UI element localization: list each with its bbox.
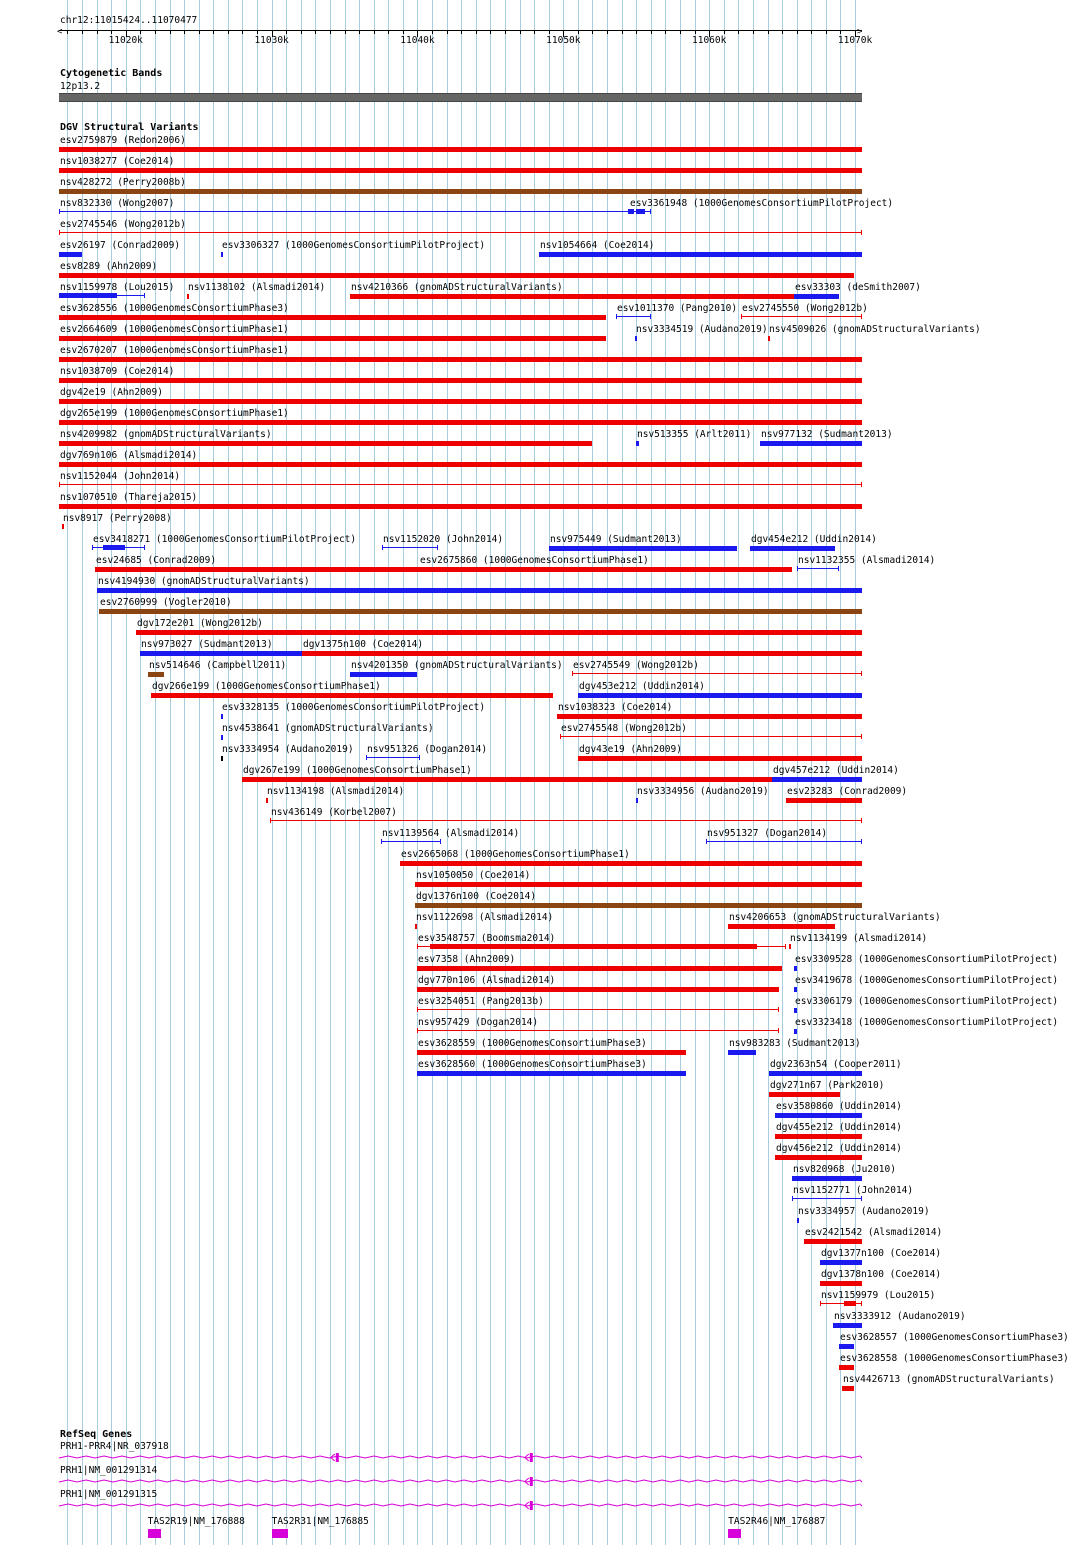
variant-feature[interactable]	[151, 693, 553, 698]
variant-line	[367, 757, 419, 758]
gene-feature[interactable]	[728, 1529, 741, 1538]
cytoband-label: 12p13.2	[60, 81, 101, 92]
variant-label: nsv513355 (Arlt2011)	[637, 429, 752, 440]
variant-feature[interactable]	[417, 944, 786, 949]
variant-feature[interactable]	[221, 756, 223, 761]
variant-block	[630, 209, 634, 214]
variant-label: dgv453e212 (Uddin2014)	[579, 681, 705, 692]
variant-label: dgv1377n100 (Coe2014)	[821, 1248, 942, 1259]
variant-feature[interactable]	[578, 756, 862, 761]
ruler-tick-label: 11060k	[692, 35, 727, 46]
variant-feature[interactable]	[59, 482, 862, 487]
refseq-track-title: RefSeq Genes	[60, 1429, 133, 1440]
intron-line	[59, 1504, 862, 1506]
variant-feature[interactable]	[97, 588, 862, 593]
variant-label: dgv454e212 (Uddin2014)	[751, 534, 877, 545]
variant-feature[interactable]	[741, 314, 862, 319]
variant-feature[interactable]	[417, 1007, 779, 1012]
dgv-track-title: DGV Structural Variants	[60, 122, 199, 133]
variant-label: nsv1152771 (John2014)	[793, 1185, 914, 1196]
variant-feature[interactable]	[417, 1050, 686, 1055]
variant-label: esv3418271 (1000GenomesConsortiumPilotProject)	[93, 534, 357, 545]
variant-feature[interactable]	[59, 378, 862, 383]
variant-feature[interactable]	[140, 651, 302, 656]
variant-feature[interactable]	[769, 1092, 840, 1097]
variant-feature[interactable]	[417, 1071, 686, 1076]
variant-feature[interactable]	[270, 818, 862, 823]
variant-label: nsv428272 (Perry2008b)	[60, 177, 186, 188]
variant-label: esv3580860 (Uddin2014)	[776, 1101, 902, 1112]
variant-feature[interactable]	[768, 336, 770, 341]
variant-label: nsv3334957 (Audano2019)	[798, 1206, 930, 1217]
variant-feature[interactable]	[769, 1071, 862, 1076]
variant-feature[interactable]	[820, 1301, 862, 1306]
variant-feature[interactable]	[417, 1028, 779, 1033]
variant-feature[interactable]	[792, 1196, 862, 1201]
variant-label: dgv455e212 (Uddin2014)	[776, 1122, 902, 1133]
variant-label: nsv957429 (Dogan2014)	[418, 1017, 539, 1028]
variant-label: esv23283 (Conrad2009)	[787, 786, 908, 797]
variant-feature[interactable]	[59, 147, 862, 152]
variant-line	[561, 736, 861, 737]
variant-label: nsv3334519 (Audano2019)	[636, 324, 768, 335]
variant-feature[interactable]	[636, 798, 638, 803]
variant-label: nsv4538641 (gnomADStructuralVariants)	[222, 723, 434, 734]
variant-feature[interactable]	[59, 336, 606, 341]
variant-line	[798, 568, 838, 569]
variant-feature[interactable]	[789, 944, 791, 949]
variant-feature[interactable]	[794, 1008, 797, 1013]
variant-line	[793, 1198, 861, 1199]
variant-label: dgv42e19 (Ahn2009)	[60, 387, 163, 398]
variant-block	[60, 293, 117, 298]
variant-label: esv3628560 (1000GenomesConsortiumPhase3)	[418, 1059, 647, 1070]
variant-label: esv2760999 (Vogler2010)	[100, 597, 232, 608]
variant-block	[636, 209, 645, 214]
variant-label: nsv4210366 (gnomADStructuralVariants)	[351, 282, 563, 293]
variant-label: esv3254051 (Pang2013b)	[418, 996, 544, 1007]
exon	[336, 1453, 339, 1462]
variant-feature[interactable]	[221, 735, 223, 740]
variant-label: esv2745549 (Wong2012b)	[573, 660, 699, 671]
ruler-tick-label: 11020k	[108, 35, 143, 46]
variant-label: esv3306179 (1000GenomesConsortiumPilotProject)	[795, 996, 1059, 1007]
variant-label: esv2745548 (Wong2012b)	[561, 723, 687, 734]
variant-feature[interactable]	[804, 1239, 862, 1244]
variant-feature[interactable]	[820, 1260, 862, 1265]
variant-feature[interactable]	[760, 441, 862, 446]
variant-label: nsv1152044 (John2014)	[60, 471, 181, 482]
ruler-tick-label: 11040k	[400, 35, 435, 46]
exon	[530, 1501, 533, 1510]
variant-feature[interactable]	[59, 357, 862, 362]
variant-label: esv3361948 (1000GenomesConsortiumPilotProject)	[630, 198, 894, 209]
variant-feature[interactable]	[750, 546, 835, 551]
variant-feature[interactable]	[549, 546, 737, 551]
variant-line	[418, 1030, 778, 1031]
variant-block	[103, 545, 125, 550]
variant-label: dgv267e199 (1000GenomesConsortiumPhase1)	[243, 765, 472, 776]
variant-label: esv3628557 (1000GenomesConsortiumPhase3)	[840, 1332, 1069, 1343]
variant-label: esv2664609 (1000GenomesConsortiumPhase1)	[60, 324, 289, 335]
variant-label: esv2745550 (Wong2012b)	[742, 303, 868, 314]
variant-line	[742, 316, 861, 317]
variant-label: nsv8917 (Perry2008)	[63, 513, 172, 524]
gene-transcript[interactable]	[0, 1451, 890, 1465]
variant-feature[interactable]	[95, 567, 419, 572]
variant-line	[60, 211, 628, 212]
variant-label: nsv3333912 (Audano2019)	[834, 1311, 966, 1322]
variant-feature[interactable]	[839, 1344, 854, 1349]
gene-label: TAS2R19|NM_176888	[147, 1516, 245, 1527]
variant-feature[interactable]	[775, 1155, 862, 1160]
variant-feature[interactable]	[775, 1113, 862, 1118]
variant-label: nsv1138102 (Alsmadi2014)	[188, 282, 326, 293]
variant-label: nsv1054664 (Coe2014)	[540, 240, 655, 251]
variant-label: nsv4509026 (gnomADStructuralVariants)	[769, 324, 981, 335]
variant-label: dgv456e212 (Uddin2014)	[776, 1143, 902, 1154]
variant-feature[interactable]	[794, 966, 797, 971]
ruler-left-arrow: <	[57, 27, 63, 37]
variant-feature[interactable]	[794, 987, 797, 992]
variant-label: esv24685 (Conrad2009)	[96, 555, 217, 566]
variant-label: nsv983283 (Sudmant2013)	[729, 1038, 861, 1049]
variant-feature[interactable]	[728, 1050, 756, 1055]
variant-label: nsv820968 (Ju2010)	[793, 1164, 896, 1175]
variant-label: esv2670207 (1000GenomesConsortiumPhase1)	[60, 345, 289, 356]
variant-label: nsv1070510 (Thareja2015)	[60, 492, 198, 503]
variant-label: esv8289 (Ahn2009)	[60, 261, 158, 272]
variant-feature[interactable]	[302, 651, 862, 656]
cytoband-track-title: Cytogenetic Bands	[60, 68, 163, 79]
variant-feature[interactable]	[797, 566, 839, 571]
variant-label: esv3419678 (1000GenomesConsortiumPilotProject)	[795, 975, 1059, 986]
variant-feature[interactable]	[59, 441, 592, 446]
variant-feature[interactable]	[187, 294, 189, 299]
variant-feature[interactable]	[415, 924, 417, 929]
variant-label: nsv436149 (Korbel2007)	[271, 807, 397, 818]
variant-label: esv3628556 (1000GenomesConsortiumPhase3)	[60, 303, 289, 314]
variant-feature[interactable]	[382, 545, 438, 550]
variant-line	[271, 820, 861, 821]
gene-transcript[interactable]	[0, 1499, 890, 1513]
variant-line	[383, 547, 437, 548]
variant-label: nsv1152020 (John2014)	[383, 534, 504, 545]
variant-line	[418, 1009, 778, 1010]
variant-feature[interactable]	[59, 209, 629, 214]
variant-feature[interactable]	[221, 252, 223, 257]
variant-label: dgv1375n100 (Coe2014)	[303, 639, 424, 650]
variant-feature[interactable]	[629, 209, 651, 214]
variant-label: nsv4206653 (gnomADStructuralVariants)	[729, 912, 941, 923]
variant-feature[interactable]	[635, 336, 637, 341]
gene-label: PRH1|NM_001291314	[60, 1465, 158, 1476]
variant-label: dgv172e201 (Wong2012b)	[137, 618, 263, 629]
variant-feature[interactable]	[136, 630, 862, 635]
variant-label: nsv4426713 (gnomADStructuralVariants)	[843, 1374, 1055, 1385]
variant-label: nsv1038277 (Coe2014)	[60, 156, 175, 167]
variant-label: nsv977132 (Sudmant2013)	[761, 429, 893, 440]
variant-feature[interactable]	[417, 966, 782, 971]
variant-label: dgv271n67 (Park2010)	[770, 1080, 885, 1091]
ruler-tick-label: 11030k	[254, 35, 289, 46]
exon	[530, 1453, 533, 1462]
variant-feature[interactable]	[728, 924, 835, 929]
variant-label: nsv4201350 (gnomADStructuralVariants)	[351, 660, 563, 671]
variant-label: dgv1376n100 (Coe2014)	[416, 891, 537, 902]
variant-feature[interactable]	[415, 882, 862, 887]
variant-feature[interactable]	[59, 315, 606, 320]
variant-feature[interactable]	[59, 420, 862, 425]
variant-line	[707, 841, 861, 842]
variant-label: nsv1134198 (Alsmadi2014)	[267, 786, 405, 797]
variant-label: esv2665068 (1000GenomesConsortiumPhase1)	[401, 849, 630, 860]
variant-label: esv2675860 (1000GenomesConsortiumPhase1)	[420, 555, 649, 566]
variant-feature[interactable]	[797, 1218, 799, 1223]
variant-line	[60, 232, 861, 233]
variant-label: nsv514646 (Campbell2011)	[149, 660, 287, 671]
variant-feature[interactable]	[59, 399, 862, 404]
variant-feature[interactable]	[616, 314, 651, 319]
intron-line	[59, 1480, 862, 1482]
ruler-tick-label: 11070k	[837, 35, 873, 46]
variant-feature[interactable]	[839, 1365, 854, 1370]
variant-label: nsv3334954 (Audano2019)	[222, 744, 354, 755]
variant-label: esv3628558 (1000GenomesConsortiumPhase3)	[840, 1353, 1069, 1364]
variant-feature[interactable]	[415, 903, 862, 908]
variant-label: nsv1134199 (Alsmadi2014)	[790, 933, 928, 944]
exon	[530, 1477, 533, 1486]
variant-label: nsv1122698 (Alsmadi2014)	[416, 912, 554, 923]
variant-line	[617, 316, 650, 317]
variant-block	[430, 944, 757, 949]
variant-feature[interactable]	[842, 1386, 854, 1391]
variant-feature[interactable]	[578, 693, 862, 698]
variant-label: esv3323418 (1000GenomesConsortiumPilotProject)	[795, 1017, 1059, 1028]
variant-label: dgv770n106 (Alsmadi2014)	[418, 975, 556, 986]
variant-feature[interactable]	[636, 441, 639, 446]
variant-feature[interactable]	[400, 861, 862, 866]
variant-label: dgv457e212 (Uddin2014)	[773, 765, 899, 776]
variant-label: nsv973027 (Sudmant2013)	[141, 639, 273, 650]
variant-label: esv2759879 (Redon2006)	[60, 135, 186, 146]
ruler-tick-label: 11050k	[546, 35, 581, 46]
variant-label: nsv832330 (Wong2007)	[60, 198, 175, 209]
variant-feature[interactable]	[350, 672, 417, 677]
variant-label: dgv1378n100 (Coe2014)	[821, 1269, 942, 1280]
variant-label: esv1011370 (Pang2010)	[617, 303, 738, 314]
gene-label: TAS2R46|NM_176887	[728, 1516, 826, 1527]
ruler-location: chr12:11015424..11070477	[60, 15, 198, 26]
variant-feature[interactable]	[59, 252, 82, 257]
variant-feature[interactable]	[794, 294, 839, 299]
ruler-right-arrow: >	[857, 27, 863, 37]
variant-feature[interactable]	[381, 839, 441, 844]
variant-label: nsv1159978 (Lou2015)	[60, 282, 175, 293]
variant-label: esv3328135 (1000GenomesConsortiumPilotProject)	[222, 702, 486, 713]
variant-feature[interactable]	[59, 504, 862, 509]
variant-feature[interactable]	[59, 273, 854, 278]
variant-label: esv26197 (Conrad2009)	[60, 240, 181, 251]
variant-feature[interactable]	[92, 545, 145, 550]
variant-label: esv3306327 (1000GenomesConsortiumPilotProject)	[222, 240, 486, 251]
cytoband[interactable]	[59, 93, 862, 102]
gene-label: TAS2R31|NM_176885	[271, 1516, 369, 1527]
variant-label: esv2745546 (Wong2012b)	[60, 219, 186, 230]
variant-feature[interactable]	[560, 734, 862, 739]
variant-feature[interactable]	[419, 567, 792, 572]
variant-label: nsv1159979 (Lou2015)	[821, 1290, 936, 1301]
variant-label: esv2421542 (Alsmadi2014)	[805, 1227, 943, 1238]
variant-feature[interactable]	[99, 609, 862, 614]
variant-label: dgv265e199 (1000GenomesConsortiumPhase1)	[60, 408, 289, 419]
variant-feature[interactable]	[148, 672, 164, 677]
variant-label: nsv975449 (Sudmant2013)	[550, 534, 682, 545]
variant-label: esv3628559 (1000GenomesConsortiumPhase3)	[418, 1038, 647, 1049]
variant-feature[interactable]	[706, 839, 862, 844]
variant-label: nsv3334956 (Audano2019)	[637, 786, 769, 797]
variant-feature[interactable]	[772, 777, 862, 782]
variant-label: dgv2363n54 (Cooper2011)	[770, 1059, 902, 1070]
gene-label: PRH1-PRR4|NR_037918	[60, 1441, 169, 1452]
gene-feature[interactable]	[148, 1529, 161, 1538]
variant-label: nsv1038323 (Coe2014)	[558, 702, 673, 713]
variant-label: nsv1050050 (Coe2014)	[416, 870, 531, 881]
gene-label: PRH1|NM_001291315	[60, 1489, 158, 1500]
variant-line	[382, 841, 440, 842]
variant-feature[interactable]	[59, 230, 862, 235]
variant-block	[844, 1301, 856, 1306]
variant-label: nsv4209982 (gnomADStructuralVariants)	[60, 429, 272, 440]
variant-label: nsv4194930 (gnomADStructuralVariants)	[98, 576, 310, 587]
variant-label: nsv951327 (Dogan2014)	[707, 828, 828, 839]
variant-feature[interactable]	[557, 714, 862, 719]
variant-feature[interactable]	[820, 1281, 862, 1286]
variant-feature[interactable]	[59, 462, 862, 467]
variant-feature[interactable]	[62, 524, 64, 529]
variant-label: nsv1038709 (Coe2014)	[60, 366, 175, 377]
variant-feature[interactable]	[794, 1029, 797, 1034]
variant-feature[interactable]	[572, 671, 862, 676]
variant-feature[interactable]	[417, 987, 779, 992]
variant-label: esv3548757 (Boomsma2014)	[418, 933, 556, 944]
variant-label: esv7358 (Ahn2009)	[418, 954, 516, 965]
variant-label: nsv951326 (Dogan2014)	[367, 744, 488, 755]
variant-feature[interactable]	[266, 798, 268, 803]
variant-label: dgv769n106 (Alsmadi2014)	[60, 450, 198, 461]
variant-feature[interactable]	[539, 252, 862, 257]
variant-feature[interactable]	[833, 1323, 862, 1328]
variant-feature[interactable]	[792, 1176, 862, 1181]
variant-label: esv33303 (deSmith2007)	[795, 282, 921, 293]
variant-feature[interactable]	[350, 294, 794, 299]
variant-label: dgv266e199 (1000GenomesConsortiumPhase1)	[152, 681, 381, 692]
variant-label: esv3309528 (1000GenomesConsortiumPilotProject)	[795, 954, 1059, 965]
variant-line	[573, 673, 861, 674]
variant-label: nsv1139564 (Alsmadi2014)	[382, 828, 520, 839]
gene-feature[interactable]	[272, 1529, 288, 1538]
variant-feature[interactable]	[775, 1134, 862, 1139]
variant-label: nsv1132355 (Alsmadi2014)	[798, 555, 936, 566]
variant-feature[interactable]	[221, 714, 223, 719]
variant-feature[interactable]	[59, 168, 862, 173]
variant-feature[interactable]	[242, 777, 772, 782]
variant-feature[interactable]	[59, 293, 145, 298]
variant-line	[60, 484, 861, 485]
intron-line	[59, 1456, 862, 1458]
variant-feature[interactable]	[59, 189, 862, 194]
variant-feature[interactable]	[366, 755, 420, 760]
variant-label: dgv43e19 (Ahn2009)	[579, 744, 682, 755]
gene-transcript[interactable]	[0, 1475, 890, 1489]
variant-feature[interactable]	[786, 798, 862, 803]
